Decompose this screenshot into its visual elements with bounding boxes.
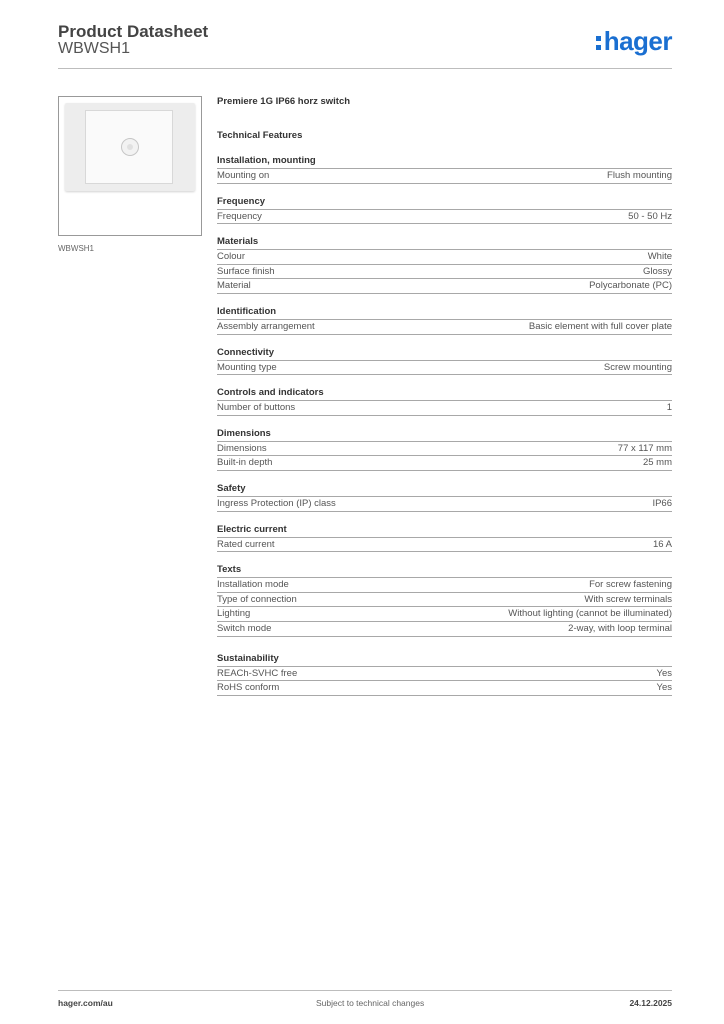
spec-row <box>217 361 672 376</box>
section-title: Installation, mounting <box>217 154 672 169</box>
spec-value: 1 <box>666 402 672 414</box>
spec-label: Mounting on <box>217 170 270 181</box>
spec-value: 2-way, with loop terminal <box>568 622 672 634</box>
spec-row <box>217 681 672 696</box>
logo-dots-icon <box>596 32 602 52</box>
section-title: Materials <box>217 235 672 250</box>
section-title: Dimensions <box>217 427 672 442</box>
spec-section <box>217 235 672 294</box>
spec-row <box>217 401 672 416</box>
product-image <box>58 96 202 236</box>
spec-row <box>217 265 672 280</box>
footer-divider <box>58 990 672 991</box>
spec-value: Basic element with full cover plate <box>528 320 672 332</box>
spec-section <box>217 427 672 471</box>
page-header <box>58 20 672 70</box>
footer-date: 24.12.2025 <box>629 998 672 1008</box>
product-title: Premiere 1G IP66 horz switch <box>217 96 351 107</box>
logo-text: hager <box>603 26 672 56</box>
spec-value: For screw fastening <box>589 579 672 591</box>
spec-value: IP66 <box>652 497 672 509</box>
spec-value: 77 x 117 mm <box>617 442 672 454</box>
features-heading: Technical Features <box>217 130 303 141</box>
switch-rocker <box>85 110 173 184</box>
spec-row <box>217 279 672 294</box>
spec-label: Ingress Protection (IP) class <box>217 497 336 509</box>
section-title: Controls and indicators <box>217 386 672 401</box>
spec-value: White <box>647 251 672 263</box>
spec-label: Built-in depth <box>217 457 273 469</box>
spec-label: Number of buttons <box>217 402 296 414</box>
section-title: Connectivity <box>217 346 672 361</box>
spec-row <box>217 210 672 225</box>
spec-label: Lighting <box>217 608 251 620</box>
spec-value: Yes <box>656 682 672 694</box>
spec-label: REACh-SVHC free <box>217 667 298 679</box>
spec-label: Frequency <box>217 210 262 222</box>
section-title: Sustainability <box>217 652 672 667</box>
section-title: Electric current <box>217 523 672 538</box>
spec-section <box>217 305 672 335</box>
spec-value: Polycarbonate (PC) <box>589 280 672 292</box>
section-title: Frequency <box>217 195 672 210</box>
spec-section <box>217 346 672 376</box>
spec-content <box>217 95 672 696</box>
spec-row <box>217 497 672 512</box>
spec-row <box>217 667 672 682</box>
footer-note: Subject to technical changes <box>316 998 425 1008</box>
spec-section <box>217 523 672 553</box>
spec-section <box>217 652 672 696</box>
spec-value: 25 mm <box>642 457 672 469</box>
document-title: Product Datasheet <box>58 22 209 41</box>
spec-section <box>217 563 672 636</box>
spec-value: With screw terminals <box>584 593 672 605</box>
spec-row <box>217 578 672 593</box>
spec-section <box>217 386 672 416</box>
spec-label: Switch mode <box>217 622 272 634</box>
spec-label: Installation mode <box>217 579 289 591</box>
spec-label: Mounting type <box>217 361 277 373</box>
image-caption: WBWSH1 <box>58 244 94 253</box>
spec-row <box>217 456 672 471</box>
spec-row <box>217 607 672 622</box>
spec-value: Glossy <box>642 265 672 277</box>
section-title: Identification <box>217 305 672 320</box>
section-title: Texts <box>217 563 672 578</box>
spec-row <box>217 250 672 265</box>
spec-section <box>217 482 672 512</box>
spec-value: 16 A <box>652 538 672 550</box>
switch-plate-picture <box>65 103 195 191</box>
spec-label: Material <box>217 280 251 292</box>
spec-value: Screw mounting <box>603 361 672 373</box>
footer-website[interactable]: hager.com/au <box>58 998 113 1008</box>
product-code: WBWSH1 <box>58 40 130 57</box>
spec-label: Rated current <box>217 538 275 550</box>
spec-value: Yes <box>656 667 672 679</box>
spec-label: Colour <box>217 251 245 263</box>
spec-label: Type of connection <box>217 593 297 605</box>
spec-value: Without lighting (cannot be illuminated) <box>508 608 672 620</box>
switch-knob-icon <box>121 138 139 156</box>
spec-row <box>217 169 672 184</box>
spec-row <box>217 593 672 608</box>
spec-label: RoHS conform <box>217 682 280 694</box>
spec-section <box>217 195 672 225</box>
spec-value: 50 - 50 Hz <box>628 210 672 222</box>
spec-label: Assembly arrangement <box>217 320 315 332</box>
hager-logo <box>596 26 672 56</box>
spec-row <box>217 442 672 457</box>
spec-value: Flush mounting <box>607 170 672 181</box>
section-title: Safety <box>217 482 672 497</box>
spec-section <box>217 154 672 184</box>
spec-label: Dimensions <box>217 442 267 454</box>
spec-sections <box>217 154 672 696</box>
spec-row <box>217 320 672 335</box>
spec-row <box>217 538 672 553</box>
header-divider <box>58 68 672 69</box>
spec-row <box>217 622 672 637</box>
spec-label: Surface finish <box>217 265 275 277</box>
